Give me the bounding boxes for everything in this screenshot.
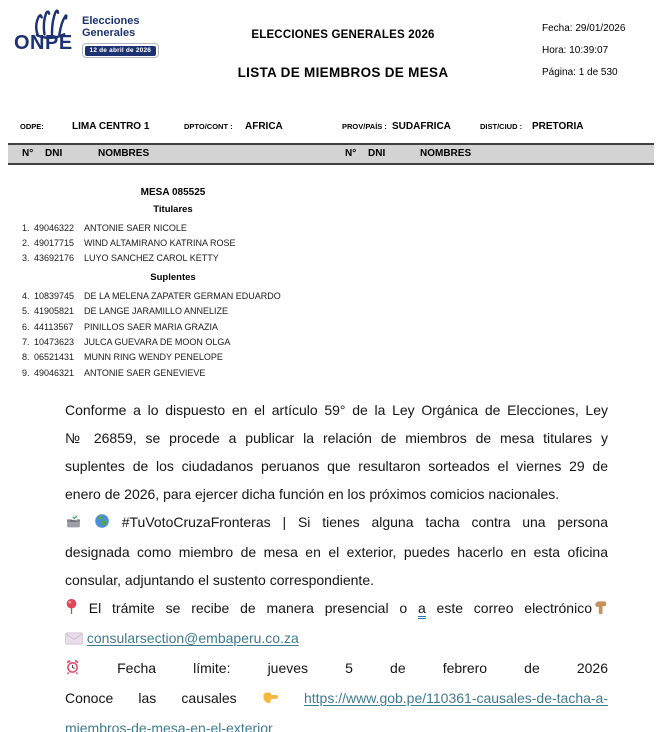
row-dni: 49046321 [34,367,75,378]
dist-value: PRETORIA [532,121,584,132]
row-dni: 41905821 [34,306,75,317]
meta-hora: Hora: 10:39:07 [542,45,609,56]
mesa-table [8,180,338,381]
table-row [8,319,338,334]
onpe-wordmark: ONPE [14,32,73,54]
titulares-list [8,220,338,266]
suplentes-list [8,288,338,380]
subtitle: LISTA DE MIEMBROS DE MESA [237,65,449,80]
table-row [8,365,338,380]
date-badge: 12 de abril de 2026 [85,46,157,56]
row-number: 3. [22,253,30,264]
row-number: 1. [22,222,30,233]
row-name: WIND ALTAMIRANO KATRINA ROSE [84,238,236,249]
causales-url-link-part2[interactable]: miembros-de-mesa-en-el-exterior [65,720,273,732]
p2-line2: designada como miembro de mesa en el exterior, puedes hacerlo en esta oficina [65,544,608,560]
p2-hashtag-text: #TuVotoCruzaFronteras | Si tienes alguna tacha contra una persona [121,514,609,530]
dpto-field [184,121,283,132]
dpto-label: DPTO/CONT : [184,122,233,131]
envelope-icon [65,626,83,654]
row-number: 6. [22,321,30,332]
meta-pagina: Página: 1 de 530 [542,67,618,78]
row-name: DE LANGE JARAMILLO ANNELIZE [84,306,229,317]
table-row [8,334,338,349]
col-nombres-left: NOMBRES [98,148,150,159]
logo-line1: Elecciones [82,15,140,27]
col-dni-right: DNI [368,148,386,159]
row-name: ANTONIE SAER GENEVIEVE [84,367,206,378]
p3-text-a: El trámite se recibe de manera presencial o [88,600,408,616]
table-row [8,350,338,365]
row-dni: 06521431 [34,352,75,363]
p4-line2 [65,684,608,714]
row-name: DE LA MELENA ZAPATER GERMAN EDUARDO [84,290,281,301]
suplentes-heading: Suplentes [150,272,196,284]
p3-line2 [65,624,608,654]
col-dni-left: DNI [45,148,63,159]
table-row [8,251,338,266]
row-name: ANTONIE SAER NICOLE [84,222,187,233]
p1-line4: enero de 2026, para ejercer dicha función en los próximos comicios nacionales. [65,486,560,502]
row-dni: 10839745 [34,290,75,301]
odpe-label: ODPE: [20,122,44,131]
onpe-logo [14,9,159,58]
row-dni: 49046322 [34,222,75,233]
prov-field [342,121,451,132]
odpe-value: LIMA CENTRO 1 [72,121,150,132]
row-number: 8. [22,352,30,363]
mesa-title: MESA 085525 [140,187,206,198]
prov-value: SUDAFRICA [392,121,451,132]
table-row [8,304,338,319]
onpe-logo-mark [14,9,76,57]
col-num-left: N° [22,148,34,159]
dist-label: DIST/CIUD : [480,122,523,131]
row-dni: 49017715 [34,238,75,249]
causales-url-link-part1[interactable]: https://www.gob.pe/110361-causales-de-tacha-a- [303,690,608,706]
logo-line2: Generales [82,27,136,39]
p4-deadline-text: Fecha límite: jueves 5 de febrero de 2026 [117,660,608,676]
meta-fecha: Fecha: 29/01/2026 [542,23,626,34]
main-title: ELECCIONES GENERALES 2026 [251,29,435,41]
table-row [8,235,338,250]
p2-line1 [65,508,608,538]
date-badge-frame [82,43,159,58]
alarm-clock-icon [65,656,80,684]
p4-line3 [65,714,608,732]
col-num-right: N° [345,148,357,159]
globe-icon [94,510,110,538]
row-number: 2. [22,238,30,249]
p2-line3: consular, adjuntando el sustento correspondiente. [65,572,374,588]
dpto-value: AFRICA [245,121,283,132]
notice-text [65,396,608,732]
p1-line1: Conforme a lo dispuesto en el artículo 59° de la Ley Orgánica de Elecciones, Ley [65,402,608,418]
row-dni: 10473623 [34,337,75,348]
row-number: 5. [22,306,30,317]
p3-text-b: este correo electrónico [436,600,592,616]
logo-caption [82,9,159,58]
titulares-heading: Titulares [153,204,193,215]
p1-line3: suplentes de los ciudadanos peruanos que resultaron sorteados el viernes 29 de [65,458,608,474]
point-right-icon [262,686,279,714]
table-header [8,143,654,165]
p4-line1 [65,654,608,684]
col-nombres-right: NOMBRES [420,148,472,159]
table-row [8,288,338,303]
row-number: 4. [22,290,30,301]
dist-field [480,121,584,132]
p4-causales-text: Conoce las causales [65,690,237,706]
p3-underlined-a: a [418,600,426,619]
row-number: 9. [22,367,30,378]
ballot-box-icon [65,510,82,538]
row-name: JULCA GUEVARA DE MOON OLGA [84,337,231,348]
row-name: LUYO SANCHEZ CAROL KETTY [84,253,219,264]
odpe-field [20,121,149,132]
row-dni: 43692176 [34,253,75,264]
page-meta [542,23,625,89]
location-info-bar [0,112,662,132]
table-row [8,220,338,235]
row-name: PINILLOS SAER MARIA GRAZIA [84,321,219,332]
pushpin-icon [65,596,78,624]
email-link[interactable]: consularsection@embaperu.co.za [86,630,299,646]
row-number: 7. [22,337,30,348]
p3-line1 [65,594,608,624]
row-name: MUNN RING WENDY PENELOPE [84,352,223,363]
prov-label: PROV/PAÍS : [342,122,387,131]
row-dni: 44113567 [34,321,74,332]
p1-line2: № 26859, se procede a publicar la relación de miembros de mesa titulares y [65,430,608,446]
point-down-icon [592,596,608,624]
